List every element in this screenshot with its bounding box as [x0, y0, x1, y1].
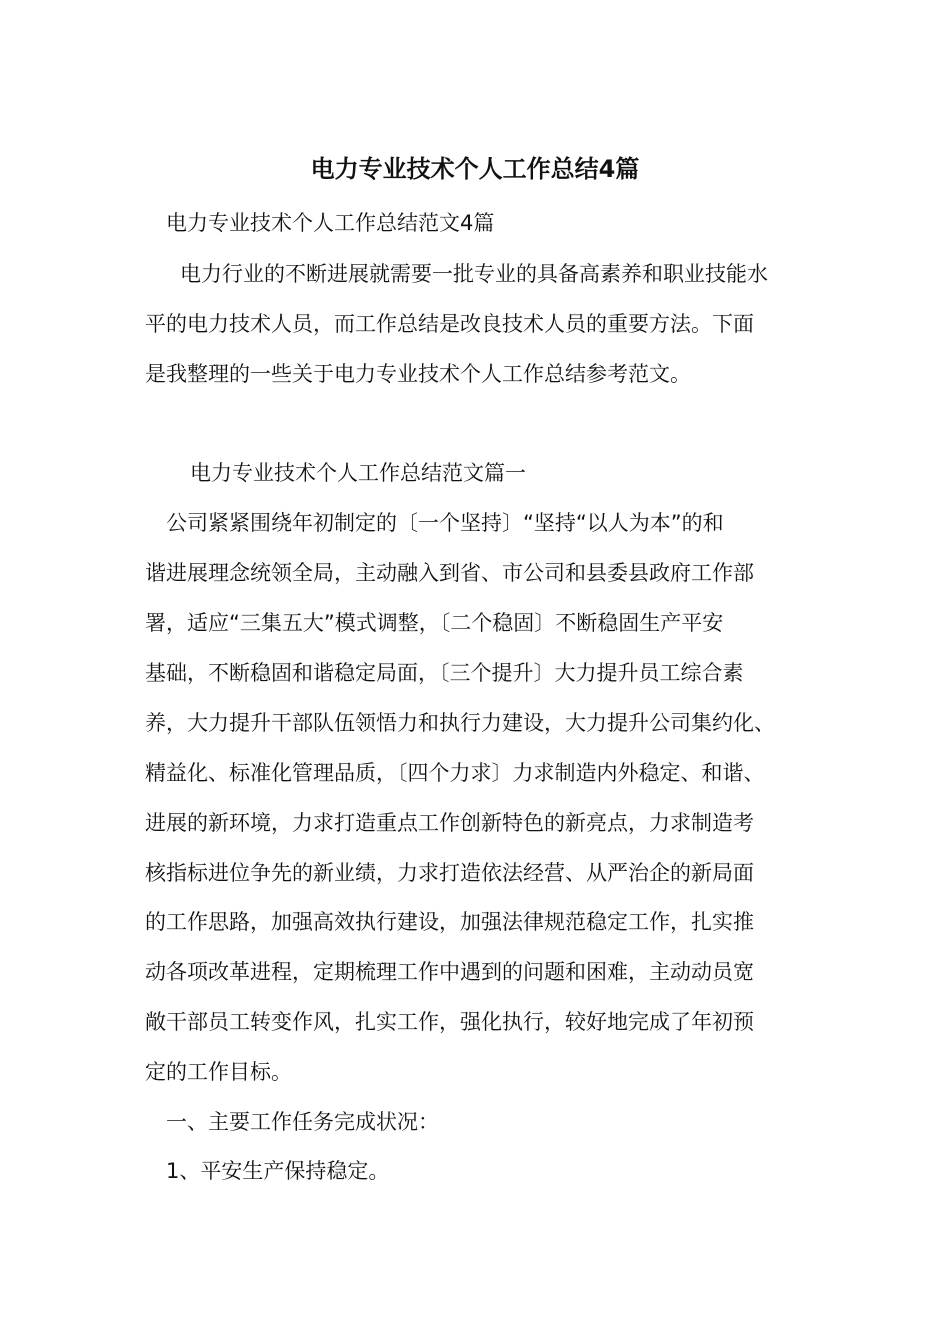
body-line-4: 基础，不断稳固和谐稳定局面，〔三个提升〕大力提升员工综合素 — [145, 661, 744, 685]
body-line-8: 核指标进位争先的新业绩，力求打造依法经营、从严治企的新局面 — [145, 861, 754, 885]
section-heading: 电力专业技术个人工作总结范文篇一 — [190, 461, 526, 485]
body-line-12: 定的工作目标。 — [145, 1060, 292, 1084]
intro-line-1: 电力行业的不断进展就需要一批专业的具备高素养和职业技能水 — [180, 262, 768, 286]
body-line-10: 动各项改革进程，定期梳理工作中遇到的问题和困难，主动动员宽 — [145, 960, 754, 984]
body-line-11: 敞干部员工转变作风，扎实工作，强化执行，较好地完成了年初预 — [145, 1010, 754, 1034]
subheading-main-tasks: 一、主要工作任务完成状况： — [166, 1110, 439, 1134]
body-line-6: 精益化、标准化管理品质，〔四个力求〕力求制造内外稳定、和谐、 — [145, 761, 765, 785]
body-line-3: 署，适应“三集五大”模式调整，〔二个稳固〕不断稳固生产平安 — [145, 611, 724, 635]
document-subtitle: 电力专业技术个人工作总结范文4篇 — [166, 211, 495, 235]
body-line-7: 进展的新环境，力求打造重点工作创新特色的新亮点，力求制造考 — [145, 811, 754, 835]
intro-line-3: 是我整理的一些关于电力专业技术个人工作总结参考范文。 — [145, 362, 691, 386]
body-line-5: 养，大力提升干部队伍领悟力和执行力建设，大力提升公司集约化、 — [145, 711, 775, 735]
document-title: 电力专业技术个人工作总结4篇 — [310, 155, 640, 183]
intro-line-2: 平的电力技术人员，而工作总结是改良技术人员的重要方法。下面 — [145, 312, 754, 336]
body-line-2: 谐进展理念统领全局，主动融入到省、市公司和县委县政府工作部 — [145, 561, 754, 585]
body-line-1: 公司紧紧围绕年初制定的〔一个坚持〕“坚持“以人为本”的和 — [166, 511, 724, 535]
body-line-9: 的工作思路，加强高效执行建设，加强法律规范稳定工作，扎实推 — [145, 910, 754, 934]
subheading-safety-production: 1、平安生产保持稳定。 — [166, 1159, 390, 1183]
